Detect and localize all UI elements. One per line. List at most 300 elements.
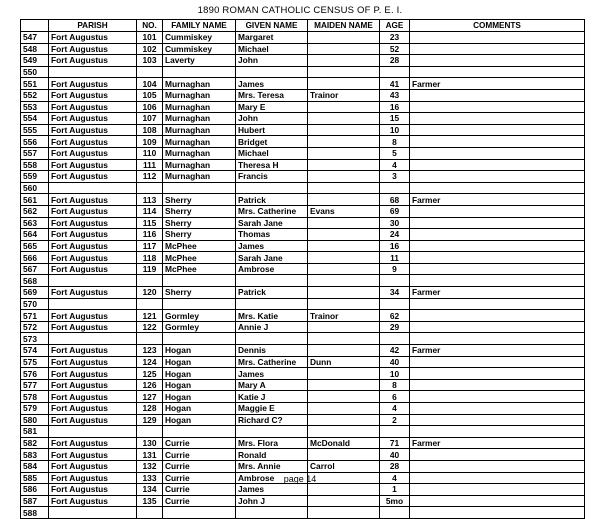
comments-cell (410, 449, 585, 461)
number-cell: 102 (137, 43, 163, 55)
row-number-cell: 586 (21, 484, 49, 496)
age-cell: 69 (380, 205, 410, 217)
row-number-cell: 556 (21, 136, 49, 148)
given-name-cell: Michael (236, 147, 308, 159)
given-name-cell: Mrs. Annie (236, 460, 308, 472)
row-number-cell: 548 (21, 43, 49, 55)
maiden-name-cell (308, 426, 380, 438)
comments-cell (410, 333, 585, 345)
maiden-name-cell (308, 101, 380, 113)
document-title: 1890 ROMAN CATHOLIC CENSUS OF P. E. I. (197, 5, 403, 16)
number-cell: 110 (137, 147, 163, 159)
given-name-cell: John J (236, 495, 308, 507)
number-cell: 107 (137, 113, 163, 125)
header-rownum (21, 20, 49, 32)
comments-cell (410, 55, 585, 67)
parish-cell: Fort Augustus (49, 379, 137, 391)
age-cell: 28 (380, 460, 410, 472)
given-name-cell: Patrick (236, 287, 308, 299)
table-row (21, 263, 585, 275)
maiden-name-cell (308, 252, 380, 264)
maiden-name-cell (308, 159, 380, 171)
age-cell (380, 298, 410, 310)
maiden-name-cell (308, 391, 380, 403)
comments-cell (410, 484, 585, 496)
parish-cell: Fort Augustus (49, 460, 137, 472)
family-name-cell: Currie (163, 472, 236, 484)
number-cell (137, 426, 163, 438)
comments-cell (410, 460, 585, 472)
family-name-cell: Hogan (163, 379, 236, 391)
table-row (21, 356, 585, 368)
age-cell: 10 (380, 124, 410, 136)
table-row (21, 43, 585, 55)
number-cell: 132 (137, 460, 163, 472)
number-cell: 135 (137, 495, 163, 507)
given-name-cell: Mrs. Teresa (236, 89, 308, 101)
row-number-cell: 575 (21, 356, 49, 368)
given-name-cell: Mary A (236, 379, 308, 391)
number-cell (137, 333, 163, 345)
table-row (21, 414, 585, 426)
family-name-cell (163, 275, 236, 287)
row-number-cell: 576 (21, 368, 49, 380)
row-number-cell: 588 (21, 507, 49, 519)
number-cell: 124 (137, 356, 163, 368)
age-cell (380, 426, 410, 438)
age-cell: 8 (380, 136, 410, 148)
comments-cell (410, 43, 585, 55)
given-name-cell: Mrs. Catherine (236, 356, 308, 368)
number-cell: 123 (137, 345, 163, 357)
family-name-cell: McPhee (163, 263, 236, 275)
row-number-cell: 571 (21, 310, 49, 322)
age-cell: 30 (380, 217, 410, 229)
parish-cell: Fort Augustus (49, 55, 137, 67)
parish-cell: Fort Augustus (49, 229, 137, 241)
table-row (21, 147, 585, 159)
given-name-cell: Thomas (236, 229, 308, 241)
comments-cell (410, 159, 585, 171)
given-name-cell: Mrs. Catherine (236, 205, 308, 217)
age-cell: 5mo (380, 495, 410, 507)
row-number-cell: 574 (21, 345, 49, 357)
number-cell: 109 (137, 136, 163, 148)
table-row (21, 460, 585, 472)
maiden-name-cell: Evans (308, 205, 380, 217)
family-name-cell (163, 507, 236, 519)
maiden-name-cell (308, 495, 380, 507)
row-number-cell: 568 (21, 275, 49, 287)
given-name-cell (236, 333, 308, 345)
page-number: page 14 (283, 474, 317, 484)
table-row (21, 437, 585, 449)
comments-cell (410, 252, 585, 264)
comments-cell (410, 310, 585, 322)
age-cell: 6 (380, 391, 410, 403)
row-number-cell: 569 (21, 287, 49, 299)
parish-cell (49, 426, 137, 438)
family-name-cell: Murnaghan (163, 147, 236, 159)
comments-cell: Farmer (410, 345, 585, 357)
table-row (21, 124, 585, 136)
header-comments: COMMENTS (410, 20, 585, 32)
maiden-name-cell (308, 449, 380, 461)
given-name-cell: Ambrose (236, 263, 308, 275)
parish-cell: Fort Augustus (49, 345, 137, 357)
comments-cell (410, 171, 585, 183)
age-cell: 4 (380, 472, 410, 484)
given-name-cell: Francis (236, 171, 308, 183)
age-cell: 71 (380, 437, 410, 449)
parish-cell: Fort Augustus (49, 89, 137, 101)
number-cell (137, 275, 163, 287)
row-number-cell: 565 (21, 240, 49, 252)
maiden-name-cell: Trainor (308, 310, 380, 322)
family-name-cell: Murnaghan (163, 89, 236, 101)
age-cell: 1 (380, 484, 410, 496)
parish-cell: Fort Augustus (49, 171, 137, 183)
parish-cell: Fort Augustus (49, 159, 137, 171)
table-row (21, 507, 585, 519)
maiden-name-cell (308, 78, 380, 90)
comments-cell (410, 403, 585, 415)
maiden-name-cell (308, 484, 380, 496)
family-name-cell: Murnaghan (163, 124, 236, 136)
family-name-cell: Murnaghan (163, 113, 236, 125)
comments-cell (410, 240, 585, 252)
family-name-cell: Sherry (163, 229, 236, 241)
age-cell: 40 (380, 356, 410, 368)
age-cell: 34 (380, 287, 410, 299)
family-name-cell: Sherry (163, 217, 236, 229)
age-cell (380, 507, 410, 519)
given-name-cell: Dennis (236, 345, 308, 357)
row-number-cell: 564 (21, 229, 49, 241)
family-name-cell: Laverty (163, 55, 236, 67)
age-cell (380, 333, 410, 345)
given-name-cell: Richard C? (236, 414, 308, 426)
row-number-cell: 583 (21, 449, 49, 461)
given-name-cell: James (236, 368, 308, 380)
age-cell: 11 (380, 252, 410, 264)
given-name-cell: Bridget (236, 136, 308, 148)
table-row (21, 345, 585, 357)
family-name-cell: Murnaghan (163, 78, 236, 90)
parish-cell (49, 66, 137, 78)
parish-cell: Fort Augustus (49, 391, 137, 403)
parish-cell: Fort Augustus (49, 287, 137, 299)
given-name-cell (236, 182, 308, 194)
age-cell: 42 (380, 345, 410, 357)
number-cell: 130 (137, 437, 163, 449)
row-number-cell: 587 (21, 495, 49, 507)
parish-cell: Fort Augustus (49, 472, 137, 484)
family-name-cell: Hogan (163, 414, 236, 426)
header-maiden-name: MAIDEN NAME (308, 20, 380, 32)
comments-cell (410, 414, 585, 426)
number-cell: 133 (137, 472, 163, 484)
number-cell: 129 (137, 414, 163, 426)
comments-cell: Farmer (410, 78, 585, 90)
table-row (21, 205, 585, 217)
maiden-name-cell (308, 171, 380, 183)
comments-cell (410, 263, 585, 275)
family-name-cell: Murnaghan (163, 159, 236, 171)
family-name-cell: Currie (163, 484, 236, 496)
comments-cell (410, 217, 585, 229)
number-cell: 134 (137, 484, 163, 496)
table-row (21, 391, 585, 403)
maiden-name-cell: McDonald (308, 437, 380, 449)
row-number-cell: 572 (21, 321, 49, 333)
age-cell: 16 (380, 240, 410, 252)
maiden-name-cell (308, 507, 380, 519)
given-name-cell: Katie J (236, 391, 308, 403)
number-cell: 108 (137, 124, 163, 136)
number-cell: 101 (137, 32, 163, 44)
family-name-cell (163, 182, 236, 194)
parish-cell: Fort Augustus (49, 252, 137, 264)
given-name-cell: Sarah Jane (236, 252, 308, 264)
given-name-cell (236, 275, 308, 287)
given-name-cell: John (236, 113, 308, 125)
parish-cell: Fort Augustus (49, 449, 137, 461)
table-row (21, 113, 585, 125)
maiden-name-cell (308, 217, 380, 229)
maiden-name-cell (308, 194, 380, 206)
parish-cell: Fort Augustus (49, 403, 137, 415)
row-number-cell: 582 (21, 437, 49, 449)
number-cell (137, 298, 163, 310)
number-cell: 118 (137, 252, 163, 264)
table-row (21, 136, 585, 148)
parish-cell: Fort Augustus (49, 356, 137, 368)
given-name-cell: Ambrose (236, 472, 308, 484)
comments-cell (410, 391, 585, 403)
parish-cell: Fort Augustus (49, 136, 137, 148)
table-row (21, 495, 585, 507)
census-body (21, 32, 585, 519)
row-number-cell: 570 (21, 298, 49, 310)
table-row (21, 194, 585, 206)
row-number-cell: 555 (21, 124, 49, 136)
given-name-cell: John (236, 55, 308, 67)
parish-cell (49, 182, 137, 194)
comments-cell (410, 66, 585, 78)
family-name-cell (163, 333, 236, 345)
parish-cell: Fort Augustus (49, 495, 137, 507)
number-cell (137, 66, 163, 78)
comments-cell (410, 356, 585, 368)
comments-cell (410, 507, 585, 519)
parish-cell: Fort Augustus (49, 147, 137, 159)
age-cell: 28 (380, 55, 410, 67)
family-name-cell: Cummiskey (163, 32, 236, 44)
row-number-cell: 559 (21, 171, 49, 183)
maiden-name-cell: Carrol (308, 460, 380, 472)
maiden-name-cell (308, 321, 380, 333)
parish-cell: Fort Augustus (49, 43, 137, 55)
maiden-name-cell (308, 147, 380, 159)
age-cell: 41 (380, 78, 410, 90)
parish-cell: Fort Augustus (49, 263, 137, 275)
age-cell (380, 66, 410, 78)
maiden-name-cell (308, 55, 380, 67)
row-number-cell: 580 (21, 414, 49, 426)
row-number-cell: 562 (21, 205, 49, 217)
parish-cell: Fort Augustus (49, 32, 137, 44)
table-row (21, 240, 585, 252)
row-number-cell: 558 (21, 159, 49, 171)
family-name-cell: Gormley (163, 321, 236, 333)
number-cell: 128 (137, 403, 163, 415)
table-row (21, 449, 585, 461)
row-number-cell: 552 (21, 89, 49, 101)
table-row (21, 171, 585, 183)
number-cell: 106 (137, 101, 163, 113)
age-cell: 16 (380, 101, 410, 113)
given-name-cell: Michael (236, 43, 308, 55)
parish-cell: Fort Augustus (49, 194, 137, 206)
family-name-cell: Currie (163, 449, 236, 461)
table-row (21, 484, 585, 496)
number-cell: 115 (137, 217, 163, 229)
comments-cell: Farmer (410, 194, 585, 206)
given-name-cell: Mrs. Katie (236, 310, 308, 322)
family-name-cell: McPhee (163, 252, 236, 264)
family-name-cell: Gormley (163, 310, 236, 322)
family-name-cell (163, 426, 236, 438)
comments-cell (410, 426, 585, 438)
parish-cell (49, 333, 137, 345)
maiden-name-cell (308, 66, 380, 78)
row-number-cell: 549 (21, 55, 49, 67)
table-row (21, 275, 585, 287)
number-cell: 112 (137, 171, 163, 183)
comments-cell (410, 89, 585, 101)
row-number-cell: 585 (21, 472, 49, 484)
given-name-cell: Maggie E (236, 403, 308, 415)
given-name-cell: Annie J (236, 321, 308, 333)
comments-cell (410, 136, 585, 148)
maiden-name-cell (308, 32, 380, 44)
comments-cell (410, 182, 585, 194)
maiden-name-cell (308, 275, 380, 287)
maiden-name-cell (308, 368, 380, 380)
maiden-name-cell (308, 333, 380, 345)
table-row (21, 182, 585, 194)
table-row (21, 368, 585, 380)
family-name-cell: Sherry (163, 194, 236, 206)
maiden-name-cell (308, 403, 380, 415)
table-row (21, 89, 585, 101)
header-age: AGE (380, 20, 410, 32)
parish-cell: Fort Augustus (49, 205, 137, 217)
family-name-cell: Murnaghan (163, 136, 236, 148)
given-name-cell: James (236, 78, 308, 90)
row-number-cell: 563 (21, 217, 49, 229)
parish-cell (49, 298, 137, 310)
table-row (21, 32, 585, 44)
age-cell: 8 (380, 379, 410, 391)
given-name-cell: Mrs. Flora (236, 437, 308, 449)
table-row (21, 426, 585, 438)
number-cell: 126 (137, 379, 163, 391)
row-number-cell: 578 (21, 391, 49, 403)
age-cell: 2 (380, 414, 410, 426)
number-cell: 114 (137, 205, 163, 217)
row-number-cell: 584 (21, 460, 49, 472)
given-name-cell: Patrick (236, 194, 308, 206)
number-cell: 121 (137, 310, 163, 322)
maiden-name-cell (308, 136, 380, 148)
family-name-cell: Hogan (163, 345, 236, 357)
parish-cell: Fort Augustus (49, 124, 137, 136)
family-name-cell: Murnaghan (163, 101, 236, 113)
family-name-cell (163, 298, 236, 310)
census-table (20, 19, 585, 519)
family-name-cell: Sherry (163, 205, 236, 217)
comments-cell (410, 124, 585, 136)
maiden-name-cell (308, 182, 380, 194)
maiden-name-cell (308, 287, 380, 299)
table-row (21, 403, 585, 415)
header-no: NO. (137, 20, 163, 32)
table-row (21, 78, 585, 90)
row-number-cell: 567 (21, 263, 49, 275)
parish-cell: Fort Augustus (49, 437, 137, 449)
family-name-cell: Murnaghan (163, 171, 236, 183)
age-cell: 4 (380, 403, 410, 415)
maiden-name-cell (308, 240, 380, 252)
parish-cell: Fort Augustus (49, 414, 137, 426)
row-number-cell: 553 (21, 101, 49, 113)
family-name-cell: Currie (163, 437, 236, 449)
number-cell: 103 (137, 55, 163, 67)
family-name-cell: McPhee (163, 240, 236, 252)
given-name-cell: Theresa H (236, 159, 308, 171)
table-row (21, 298, 585, 310)
comments-cell (410, 205, 585, 217)
age-cell: 52 (380, 43, 410, 55)
comments-cell (410, 147, 585, 159)
maiden-name-cell (308, 43, 380, 55)
maiden-name-cell (308, 229, 380, 241)
row-number-cell: 579 (21, 403, 49, 415)
table-row (21, 252, 585, 264)
age-cell: 68 (380, 194, 410, 206)
family-name-cell: Hogan (163, 391, 236, 403)
comments-cell (410, 229, 585, 241)
comments-cell (410, 495, 585, 507)
maiden-name-cell (308, 379, 380, 391)
given-name-cell: James (236, 484, 308, 496)
comments-cell (410, 368, 585, 380)
given-name-cell: Mary E (236, 101, 308, 113)
given-name-cell: Sarah Jane (236, 217, 308, 229)
given-name-cell: Hubert (236, 124, 308, 136)
family-name-cell: Hogan (163, 356, 236, 368)
header-family-name: FAMILY NAME (163, 20, 236, 32)
header-row (21, 20, 585, 32)
maiden-name-cell: Trainor (308, 89, 380, 101)
given-name-cell: Margaret (236, 32, 308, 44)
table-row (21, 321, 585, 333)
family-name-cell: Currie (163, 460, 236, 472)
given-name-cell (236, 507, 308, 519)
maiden-name-cell: Dunn (308, 356, 380, 368)
